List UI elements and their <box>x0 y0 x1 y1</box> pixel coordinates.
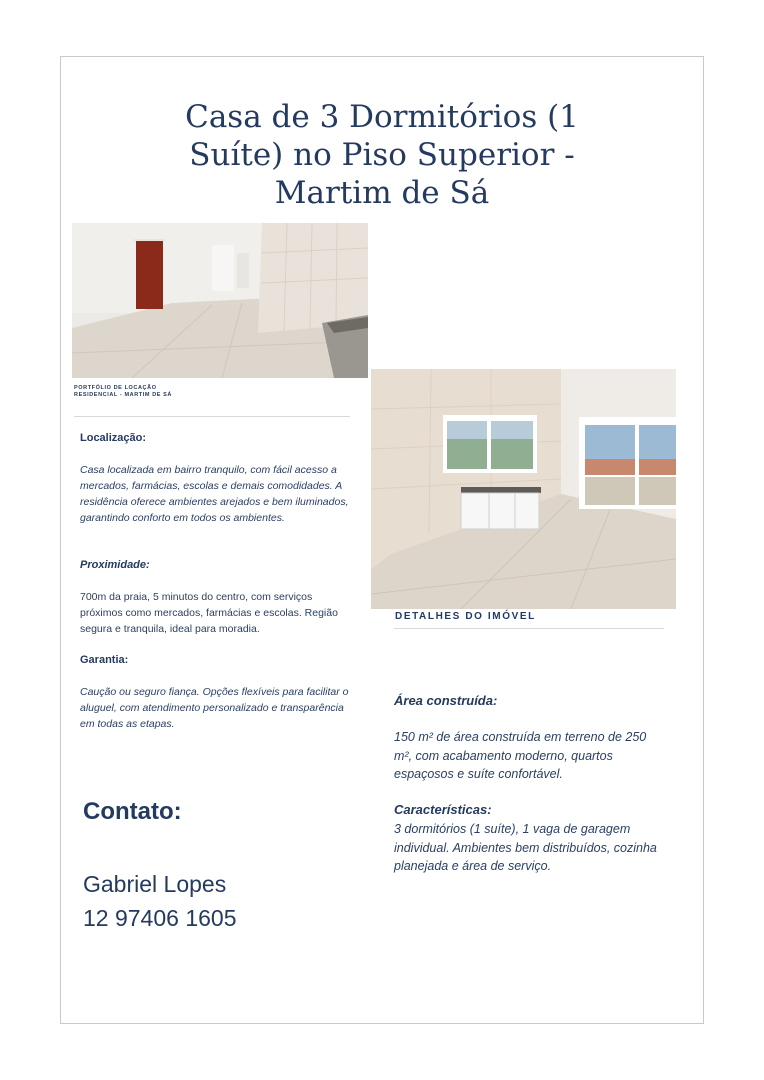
garantia-text: Caução ou seguro fiança. Opções flexíveis para facilitar o aluguel, com atendimento personalizado e transparência em todas as etapas. <box>80 686 349 730</box>
caption-line-1: PORTFÓLIO DE LOCAÇÃO <box>74 385 157 391</box>
right-divider <box>394 628 664 629</box>
caracteristicas-text: 3 dormitórios (1 suíte), 1 vaga de garagem individual. Ambientes bem distribuídos, cozinha planejada e área de serviço. <box>394 822 657 873</box>
proximidade-text: 700m da praia, 5 minutos do centro, com serviços próximos como mercados, farmácias e escolas. Região segura e tranquila, ideal para moradia. <box>80 591 338 635</box>
contact-name: Gabriel Lopes <box>83 871 227 897</box>
localizacao-heading: Localização: <box>80 432 147 444</box>
detalhes-label: DETALHES DO IMÓVEL <box>395 611 536 622</box>
portfolio-caption <box>74 385 172 399</box>
left-divider <box>74 416 350 417</box>
caracteristicas-heading: Características: <box>394 802 492 817</box>
contact-phone: 12 97406 1605 <box>83 905 237 931</box>
garantia-heading: Garantia: <box>80 654 129 666</box>
kitchen-photo <box>371 369 676 609</box>
proximidade-heading: Proximidade: <box>80 559 150 571</box>
page-title: Casa de 3 Dormitórios (1 Suíte) no Piso Superior - Martim de Sá <box>185 99 579 211</box>
localizacao-text: Casa localizada em bairro tranquilo, com fácil acesso a mercados, farmácias, escolas e demais comodidades. A residência oferece ambientes arejados e bem iluminados, garantindo conforto em todos os ambientes. <box>80 464 349 524</box>
contact-heading: Contato: <box>83 798 182 825</box>
caption-line-2: RESIDENCIAL - MARTIM DE SÁ <box>74 392 173 398</box>
area-text: 150 m² de área construída em terreno de 250 m², com acabamento moderno, quartos espaçosos e suíte confortável. <box>394 730 647 781</box>
area-heading: Área construída: <box>394 693 498 708</box>
living-room-photo <box>72 223 368 378</box>
